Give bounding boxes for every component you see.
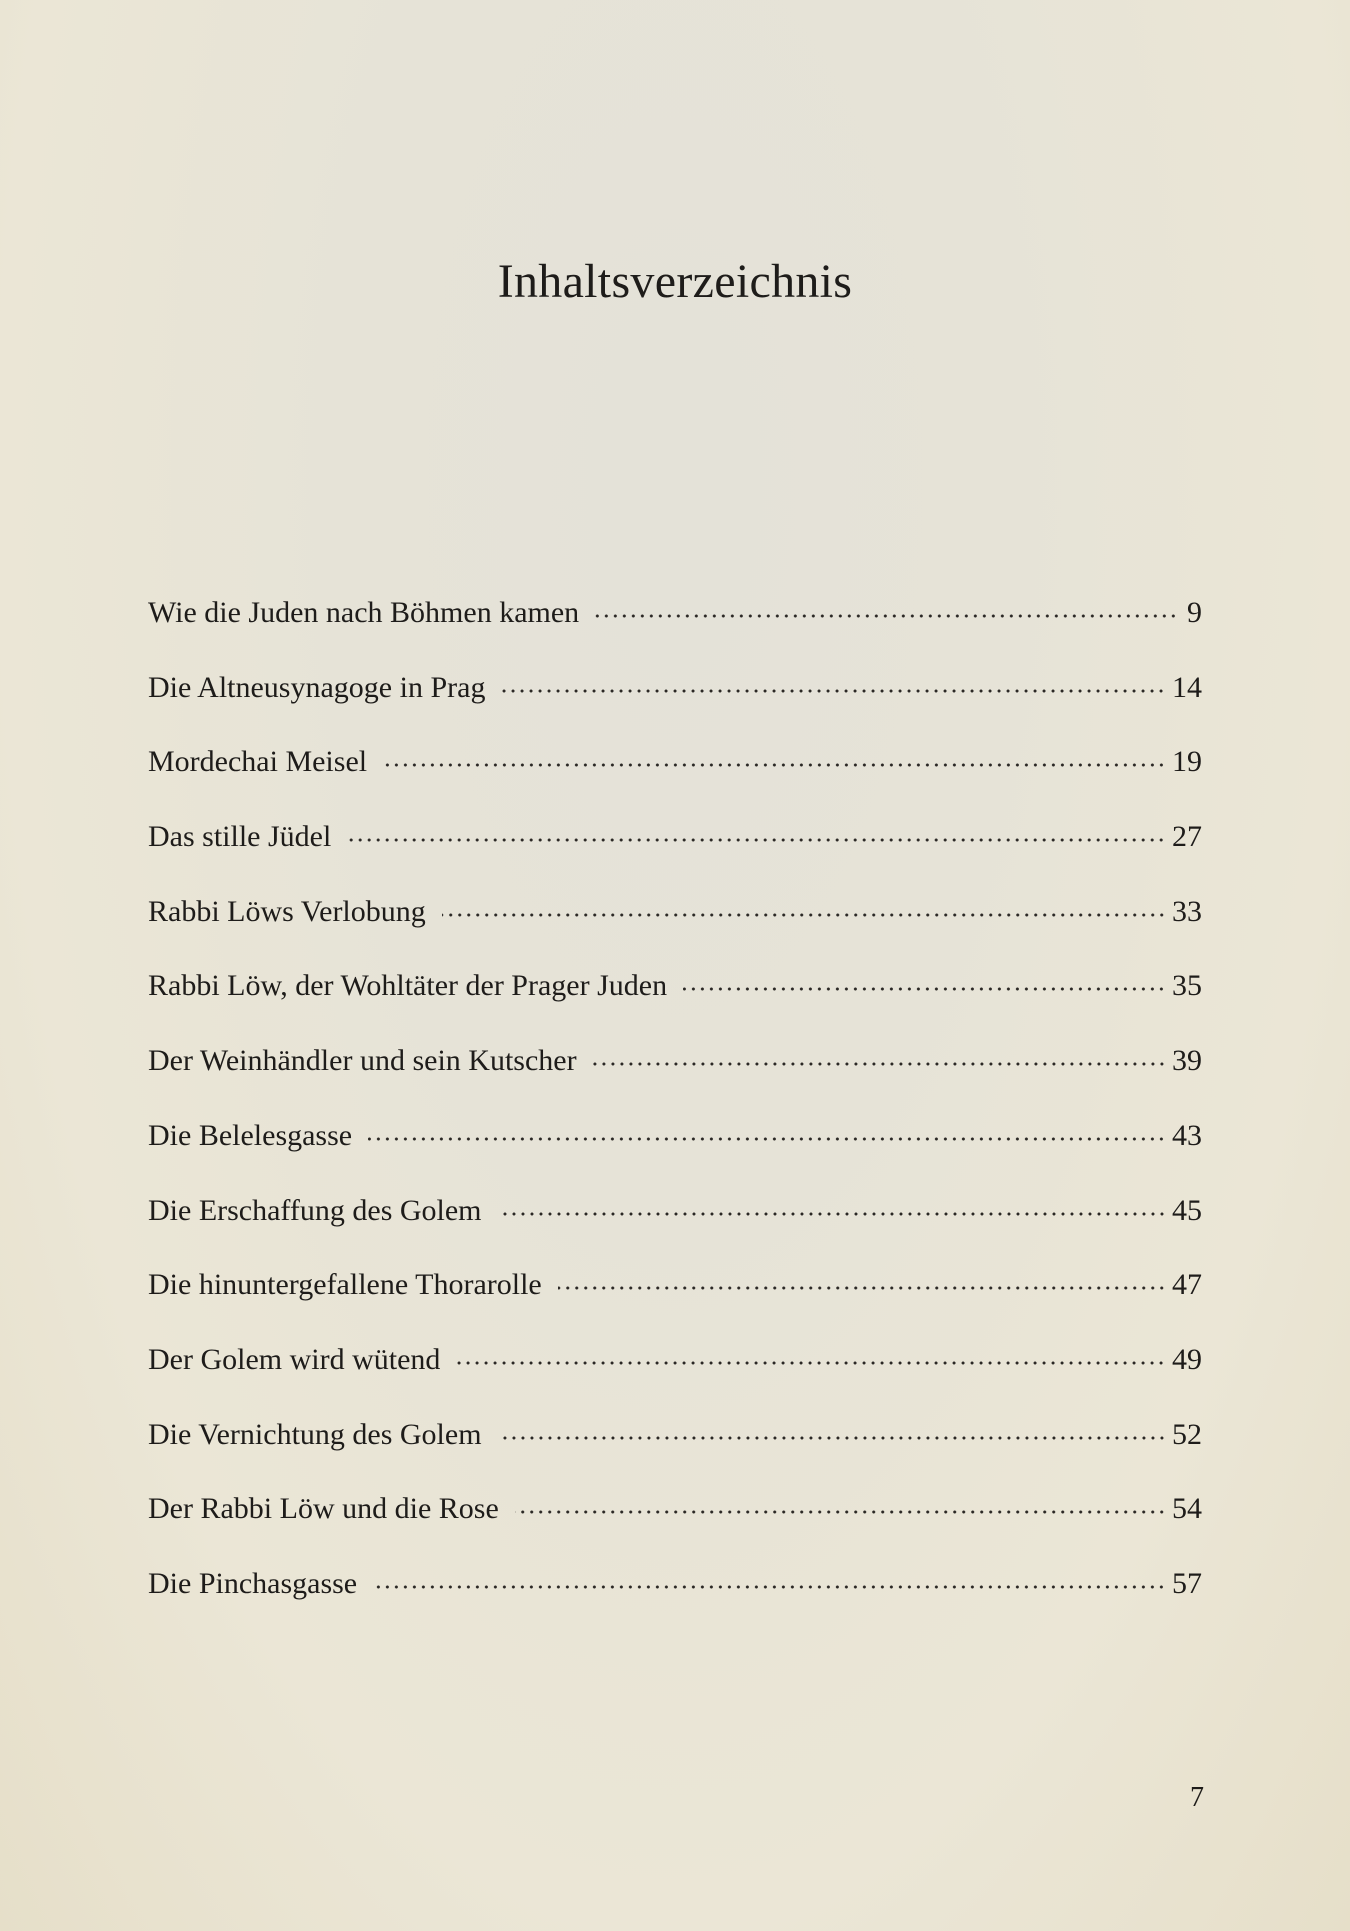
toc-entry-page: 19 — [1172, 745, 1202, 779]
table-of-contents — [148, 588, 1202, 1634]
dot-leader — [498, 1436, 1166, 1440]
dot-leader — [442, 913, 1166, 917]
toc-entry-title: Die Erschaffung des Golem — [148, 1193, 482, 1227]
toc-entry — [148, 961, 1202, 1036]
toc-entry — [148, 1260, 1202, 1335]
toc-entry-page: 39 — [1172, 1044, 1202, 1078]
toc-entry — [148, 1484, 1202, 1559]
dot-leader — [383, 763, 1166, 767]
toc-entry — [148, 1335, 1202, 1410]
toc-entry-page: 47 — [1172, 1268, 1202, 1302]
toc-entry — [148, 663, 1202, 738]
toc-entry-page: 14 — [1172, 670, 1202, 704]
dot-leader — [368, 1137, 1166, 1141]
toc-entry-page: 57 — [1172, 1566, 1202, 1600]
toc-entry-title: Der Golem wird wütend — [148, 1342, 441, 1376]
dot-leader — [595, 614, 1178, 618]
toc-entry-title: Das stille Jüdel — [148, 820, 332, 854]
toc-entry-page: 33 — [1172, 894, 1202, 928]
toc-entry-title: Wie die Juden nach Böhmen kamen — [148, 596, 580, 629]
toc-entry-page: 54 — [1172, 1492, 1202, 1526]
dot-leader — [683, 987, 1166, 991]
toc-entry-title: Die Altneusynagoge in Prag — [148, 670, 486, 704]
toc-entry — [148, 812, 1202, 887]
toc-entry — [148, 1111, 1202, 1186]
toc-entry-title: Rabbi Löw, der Wohltäter der Prager Juden — [148, 969, 668, 1003]
toc-entry-page: 45 — [1172, 1193, 1202, 1227]
toc-entry-title: Rabbi Löws Verlobung — [148, 894, 426, 928]
toc-entry-title: Die Vernichtung des Golem — [148, 1417, 482, 1451]
toc-entry-page: 35 — [1172, 969, 1202, 1003]
page-title: Inhaltsverzeichnis — [497, 255, 853, 308]
toc-entry-title: Die Pinchasgasse — [148, 1566, 358, 1600]
toc-entry-page: 52 — [1172, 1417, 1202, 1451]
toc-entry-page: 27 — [1172, 820, 1202, 854]
toc-entry-title: Mordechai Meisel — [148, 745, 368, 779]
toc-entry — [148, 1559, 1202, 1634]
toc-entry-page: 43 — [1172, 1118, 1202, 1152]
toc-entry-title: Der Weinhändler und sein Kutscher — [148, 1044, 577, 1078]
toc-entry-title: Die hinuntergefallene Thorarolle — [148, 1268, 542, 1302]
toc-entry — [148, 1036, 1202, 1111]
toc-entry-page: 49 — [1172, 1342, 1202, 1376]
toc-entry-title: Der Rabbi Löw und die Rose — [148, 1492, 499, 1526]
dot-leader — [501, 689, 1166, 693]
dot-leader — [558, 1286, 1166, 1290]
toc-entry — [148, 737, 1202, 812]
toc-entry — [148, 887, 1202, 962]
dot-leader — [456, 1361, 1166, 1365]
toc-entry — [148, 1186, 1202, 1261]
toc-entry-page: 9 — [1187, 596, 1202, 629]
page-number: 7 — [1190, 1782, 1204, 1813]
dot-leader — [498, 1212, 1166, 1216]
dot-leader — [593, 1062, 1166, 1066]
toc-entry — [148, 588, 1202, 663]
toc-entry — [148, 1410, 1202, 1485]
dot-leader — [347, 838, 1166, 842]
dot-leader — [515, 1510, 1166, 1514]
dot-leader — [373, 1585, 1166, 1589]
toc-entry-title: Die Belelesgasse — [148, 1118, 353, 1152]
